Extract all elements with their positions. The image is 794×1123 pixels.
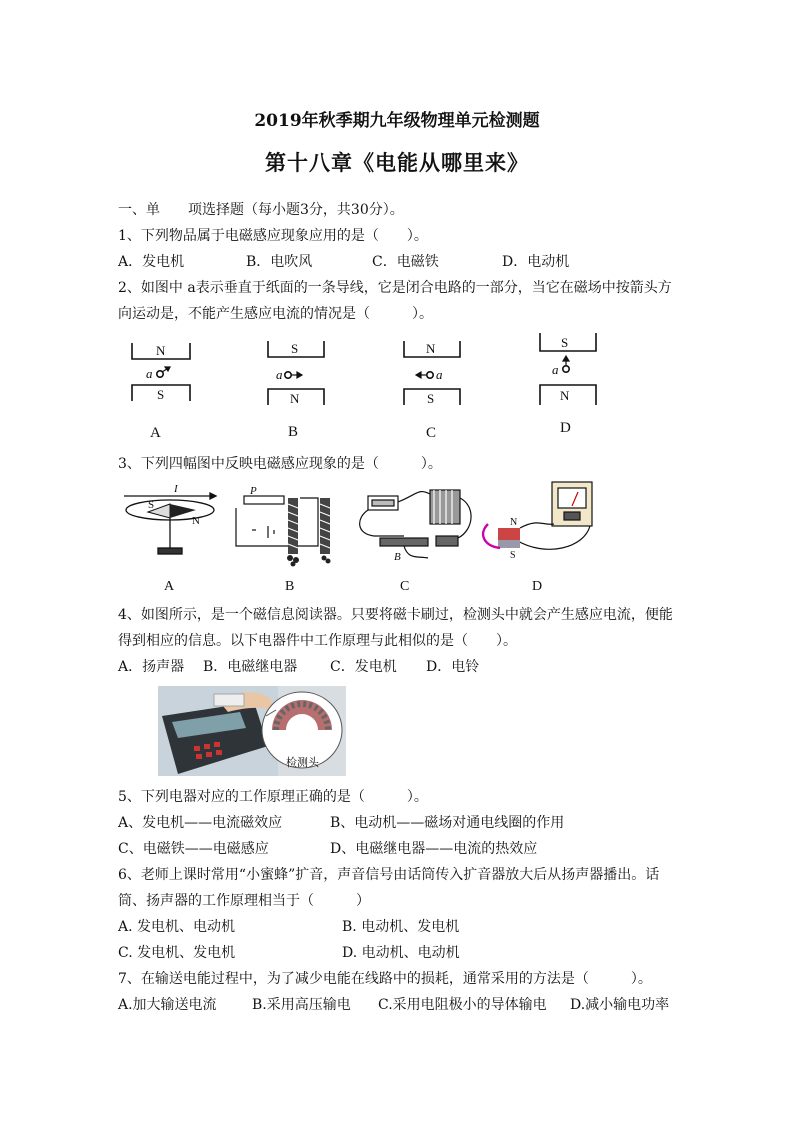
q5-option-a: A、发电机——电流磁效应 [118,815,283,831]
q2-figures [118,333,618,443]
q3-a-n-label: N [192,515,200,527]
q7-stem: 7、在输送电能过程中，为了减少电能在线路中的损耗，通常采用的方法是（ ）。 [118,971,652,987]
q1-stem: 1、下列物品属于电磁感应现象应用的是（ ）。 [118,228,428,244]
q3-d-s-label: S [510,550,516,561]
q6-stem-line2: 筒、扬声器的工作原理相当于（ ） [118,893,370,909]
q2-d-bottom-pole: N [560,388,570,403]
section-heading: 一、单 项选择题（每小题3分，共30分）。 [118,202,404,218]
q3-rheostat-label: P [250,485,257,497]
q6-option-a: A. 发电机、电动机 [118,919,236,935]
q7-option-a: A.加大输送电流 [118,997,217,1013]
q6-option-b: B. 电动机、发电机 [342,919,460,935]
q2-d-top-pole: S [561,335,569,350]
chapter-title: 第十八章《电能从哪里来》 [265,150,529,175]
q2-a-wire: a [146,366,153,381]
q3-current-label: I [174,483,178,495]
q3-label-d: D [532,579,543,594]
q2-b-wire: a [276,367,283,382]
q1-option-d: D．电动机 [502,254,570,270]
q3-d-n-label: N [510,517,518,528]
q5-option-c: C、电磁铁——电磁感应 [118,841,269,857]
q3-stem: 3、下列四幅图中反映电磁感应现象的是（ ）。 [118,456,442,472]
q2-d-wire: a [552,362,559,377]
q7-option-d: D.减小输电功率 [570,997,670,1013]
q2-stem-line1: 2、如图中 a表示垂直于纸面的一条导线，它是闭合电路的一部分，当它在磁场中按箭头方 [118,280,672,296]
q5-option-b: B、电动机——磁场对通电线圈的作用 [330,815,565,831]
q2-label-c: C [426,425,437,441]
q6-stem-line1: 6、老师上课时常用“小蜜蜂”扩音，声音信号由话筒传入扩音器放大后从扬声器播出。话 [118,867,660,883]
q4-option-c: C．发电机 [330,659,397,675]
q7-option-c: C.采用电阻极小的导体输电 [378,997,547,1013]
q4-card-reader-image [158,686,346,776]
q2-b-bottom-pole: N [290,391,300,406]
q2-c-bottom-pole: S [427,391,435,406]
q3-label-a: A [164,579,175,594]
q1-option-c: C．电磁铁 [372,254,439,270]
q2-label-b: B [288,424,299,440]
q2-a-top-pole: N [156,343,166,358]
q6-option-c: C. 发电机、发电机 [118,945,236,961]
q3-label-c: C [400,579,410,594]
q4-stem-line2: 得到相应的信息。以下电器件中工作原理与此相似的是（ ）。 [118,633,517,649]
q1-option-a: A．发电机 [118,254,185,270]
q3-label-b: B [285,579,295,594]
q4-option-a: A．扬声器 [118,659,185,675]
q6-option-d: D. 电动机、电动机 [342,945,460,961]
q2-label-d: D [560,420,571,436]
q2-b-top-pole: S [291,341,299,356]
q3-a-s-label: S [148,499,155,511]
q2-label-a: A [150,425,161,441]
q2-c-top-pole: N [426,341,436,356]
q5-stem: 5、下列电器对应的工作原理正确的是（ ）。 [118,789,428,805]
q4-stem-line1: 4、如图所示，是一个磁信息阅读器。只要将磁卡刷过，检测头中就会产生感应电流，便能 [118,607,673,623]
q4-detector-caption: 检测头 [286,756,319,769]
q1-option-b: B．电吹风 [246,254,313,270]
q4-option-d: D．电铃 [426,659,480,675]
q7-option-b: B.采用高压输电 [252,997,351,1013]
q2-c-wire: a [436,367,443,382]
q5-option-d: D、电磁继电器——电流的热效应 [330,841,538,857]
q3-figures [118,478,598,596]
page-title: 2019年秋季期九年级物理单元检测题 [254,111,540,131]
q2-a-bottom-pole: S [157,387,165,402]
q4-option-b: B．电磁继电器 [203,659,298,675]
q3-c-b-label: B [394,551,401,563]
q2-stem-line2: 向运动是，不能产生感应电流的情况是（ ）。 [118,306,433,322]
